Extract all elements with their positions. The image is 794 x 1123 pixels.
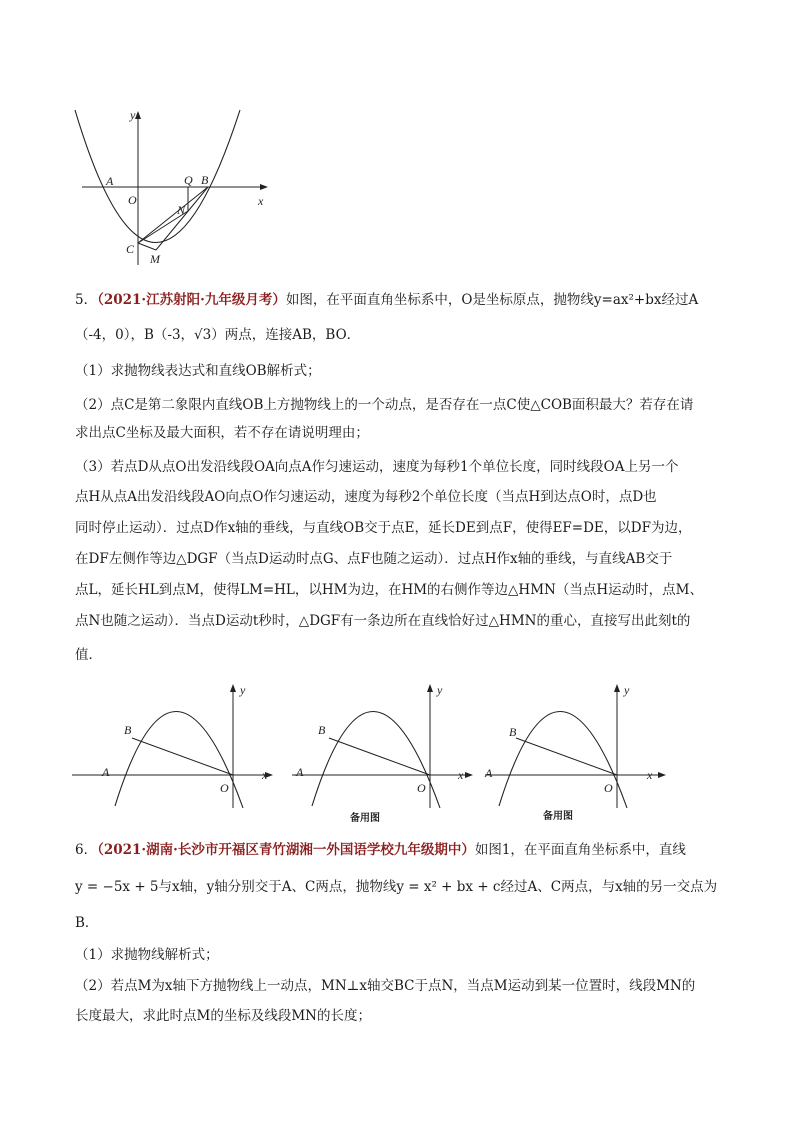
p5-text-1: 如图，在平面直角坐标系中，O是坐标原点，抛物线y=ax²+bx经过A: [285, 292, 699, 308]
p6-line-6: 长度最大，求此时点M的坐标及线段MN的长度；: [75, 1008, 371, 1024]
p5-line-8: 同时停止运动）．过点D作x轴的垂线，与直线OB交于点E，延长DE到点F，使得EF=DE，以DF为边，: [75, 520, 692, 536]
fig-c-label-o: O: [604, 781, 613, 795]
fig-c-label-y: y: [624, 683, 630, 697]
p5-line-3: （1）求抛物线表达式和直线OB解析式；: [75, 363, 321, 379]
fig-b-label-b: B: [318, 723, 326, 737]
fig-c-label-a: A: [485, 766, 493, 780]
fig-a-label-y: y: [240, 683, 246, 697]
p5-line-6: （3）若点D从点O出发沿线段OA向点A作匀速运动，速度为每秒1个单位长度，同时线段OA上另一个: [75, 459, 679, 475]
p6-line-4: （1）求抛物线解析式；: [75, 947, 219, 963]
p6-line-1: [75, 840, 735, 860]
p5-source: （2021·江苏射阳·九年级月考）: [97, 292, 286, 308]
fig-b-caption: 备用图: [350, 813, 380, 824]
p5-line-12: 值．: [75, 647, 102, 663]
figure-p5-backup-1: [290, 678, 480, 828]
p6-line-2: y = −5x + 5与x轴，y轴分别交于A、C两点，抛物线y = x² + bx + c经过A、C两点，与x轴的另一交点为: [75, 879, 718, 895]
fig1-label-x: x: [258, 194, 264, 208]
fig-a-label-x: x: [262, 768, 268, 782]
fig-c-label-b: B: [509, 725, 517, 739]
p6-source: （2021·湖南·长沙市开福区青竹湖湘一外国语学校九年级期中）: [97, 842, 475, 858]
fig1-label-n: N: [177, 203, 186, 217]
p5-line-10: 点L，延长HL到点M，使得LM=HL，以HM为边，在HM的右侧作等边△HMN（当点H运动时，点M、: [75, 582, 703, 598]
p5-line-5: 求出点C坐标及最大面积，若不存在请说明理由；: [75, 425, 369, 441]
fig1-label-b: B: [201, 173, 209, 187]
fig1-label-y: y: [130, 108, 136, 122]
figure-parabola-1: [70, 105, 280, 270]
fig-a-label-b: B: [124, 723, 132, 737]
p5-number: 5．: [75, 292, 98, 308]
fig1-label-o: O: [128, 193, 137, 207]
fig-b-label-o: O: [417, 781, 426, 795]
fig-a-label-o: O: [220, 781, 229, 795]
p5-line-2: （-4，0），B（-3，√3）两点，连接AB，BO．: [75, 327, 361, 343]
fig-c-label-x: x: [647, 768, 653, 782]
fig1-label-m: M: [150, 252, 160, 266]
fig1-label-q: Q: [184, 173, 193, 187]
fig-c-caption: 备用图: [543, 811, 573, 822]
figure-p5-backup-2: [483, 678, 673, 828]
fig-a-label-a: A: [102, 765, 110, 779]
figure-p5-main: [70, 678, 280, 828]
p5-line-7: 点H从点A出发沿线段AO向点O作匀速运动，速度为每秒2个单位长度（当点H到达点O时，点D也: [75, 489, 657, 505]
p6-text-1: 如图1，在平面直角坐标系中，直线: [474, 842, 686, 858]
p6-line-5: （2）若点M为x轴下方抛物线上一动点，MN⊥x轴交BC于点N，当点M运动到某一位置时，线段MN的: [75, 978, 696, 994]
p5-line-11: 点N也随之运动）．当点D运动t秒时，△DGF有一条边所在直线恰好过△HMN的重心，直接写出此刻t的: [75, 613, 691, 629]
fig-b-label-y: y: [437, 683, 443, 697]
p5-line-1: [75, 290, 735, 310]
fig1-label-a: A: [106, 174, 114, 188]
p5-line-4: （2）点C是第二象限内直线OB上方抛物线上的一个动点，是否存在一点C使△COB面积最大？若存在请: [75, 397, 694, 413]
fig-b-label-x: x: [458, 768, 464, 782]
p6-number: 6．: [75, 842, 98, 858]
fig-b-label-a: A: [296, 765, 304, 779]
p6-line-3: B．: [75, 915, 99, 931]
p5-line-9: 在DF左侧作等边△DGF（当点D运动时点G、点F也随之运动）．过点H作x轴的垂线，与直线AB交于: [75, 551, 673, 567]
fig1-label-c: C: [126, 242, 135, 256]
